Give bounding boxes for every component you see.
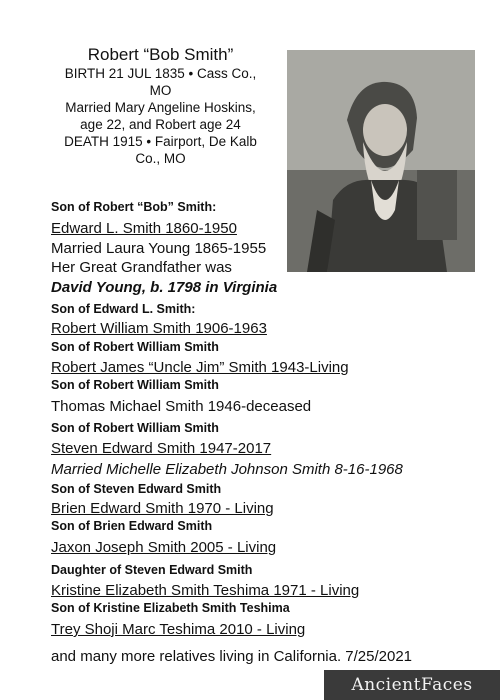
person-entry: David Young, b. 1798 in Virginia [51,279,278,296]
relation-label: Daughter of Steven Edward Smith [51,563,253,577]
relation-label: Son of Steven Edward Smith [51,482,222,496]
person-entry: Thomas Michael Smith 1946-deceased [51,398,312,415]
person-entry: Married Michelle Elizabeth Johnson Smith 8-16-1968 [51,461,403,478]
person-entry[interactable]: Jaxon Joseph Smith 2005 - Living [51,539,277,556]
death-line-cont: Co., MO [135,151,186,166]
person-entry[interactable]: Kristine Elizabeth Smith Teshima 1971 - Living [51,582,360,599]
person-entry[interactable]: Trey Shoji Marc Teshima 2010 - Living [51,621,306,638]
death-line: DEATH 1915 • Fairport, De Kalb [64,134,257,149]
portrait-photo [287,50,475,272]
relation-label: Son of Robert William Smith [51,378,219,392]
marriage-line-cont: age 22, and Robert age 24 [80,117,241,132]
person-entry[interactable]: Robert James “Uncle Jim” Smith 1943-Living [51,359,349,376]
relation-label: Son of Edward L. Smith: [51,302,196,316]
birth-line: BIRTH 21 JUL 1835 • Cass Co., [64,66,257,81]
person-entry[interactable]: Brien Edward Smith 1970 - Living [51,500,274,517]
marriage-line: Married Mary Angeline Hoskins, [65,100,256,115]
person-name: Robert “Bob Smith” [87,45,234,64]
relation-label: Son of Robert William Smith [51,340,219,354]
relation-label: Son of Robert William Smith [51,421,219,435]
relation-label: Son of Brien Edward Smith [51,519,213,533]
person-entry[interactable]: Robert William Smith 1906-1963 [51,320,267,337]
relation-label: Son of Kristine Elizabeth Smith Teshima [51,601,290,615]
person-entry[interactable]: Edward L. Smith 1860-1950 [51,220,237,237]
footer-note: and many more relatives living in California. 7/25/2021 [51,648,413,665]
birth-line-cont: MO [149,83,172,98]
portrait-illustration [287,50,475,272]
person-entry: Her Great Grandfather was [51,259,232,276]
ancientfaces-watermark: AncientFaces [324,670,500,700]
header-block [48,44,273,167]
person-entry: Married Laura Young 1865-1955 [51,240,267,257]
person-entry[interactable]: Steven Edward Smith 1947-2017 [51,440,272,457]
relation-label: Son of Robert “Bob” Smith: [51,200,217,214]
